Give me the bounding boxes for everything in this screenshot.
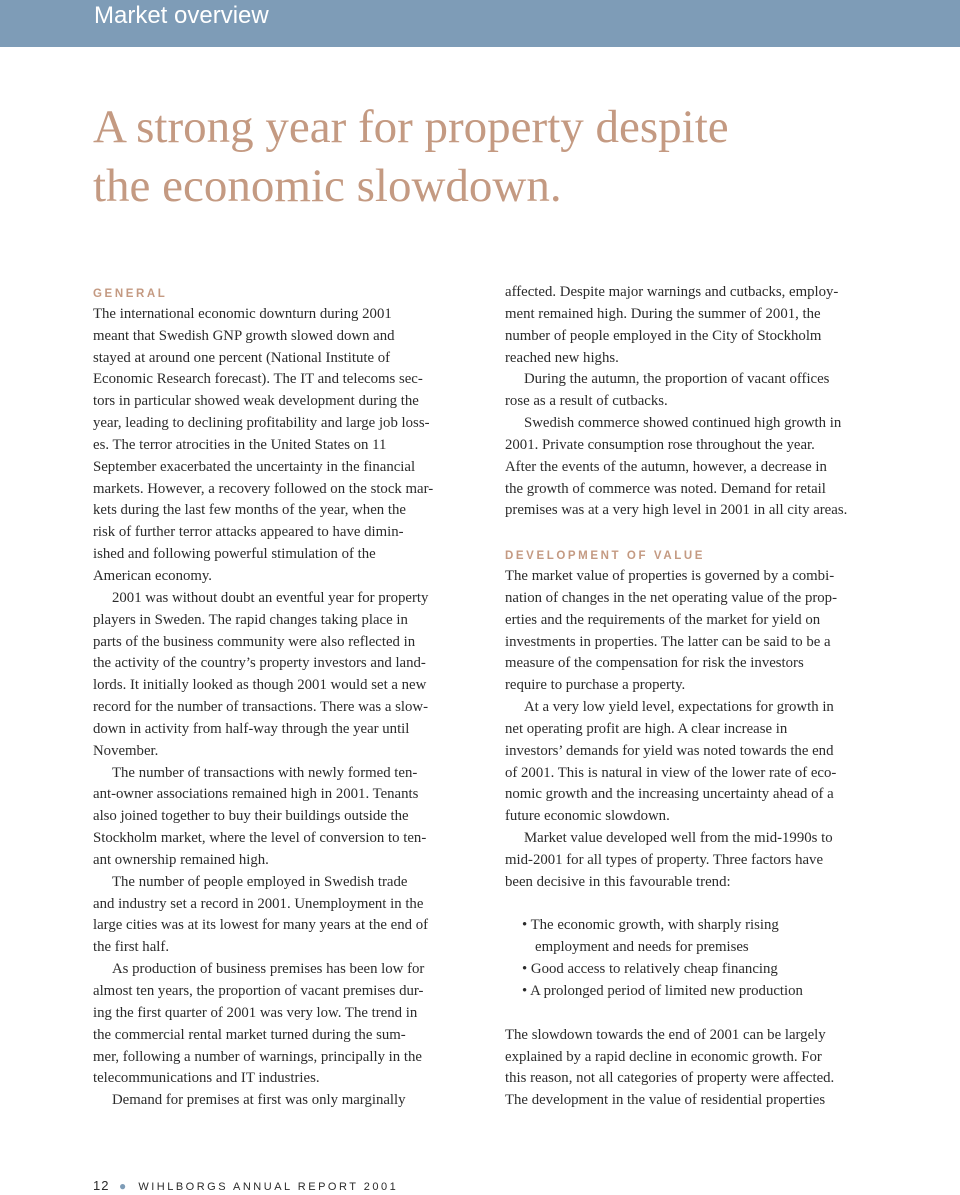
paragraph-line: this reason, not all categories of property were affected. — [505, 1070, 835, 1087]
paragraph-line: down in activity from half-way through the year until — [93, 720, 410, 737]
paragraph-line: risk of further terror attacks appeared to have dimin- — [93, 524, 404, 541]
paragraph-line: Market value developed well from the mid-1990s to — [524, 830, 833, 847]
paragraph-line: ished and following powerful stimulation of the — [93, 546, 376, 563]
paragraph-line: ant ownership remained high. — [93, 851, 269, 868]
paragraph-line: record for the number of transactions. There was a slow- — [93, 699, 429, 716]
paragraph-line: meant that Swedish GNP growth slowed down and — [93, 327, 395, 344]
report-title: WIHLBORGS ANNUAL REPORT 2001 — [138, 1181, 399, 1193]
paragraph-line: erties and the requirements of the market for yield on — [505, 611, 821, 628]
bullet-item: • Good access to relatively cheap financing — [522, 961, 778, 978]
paragraph-line: During the autumn, the proportion of vacant offices — [524, 371, 830, 388]
paragraph-line: the commercial rental market turned during the sum- — [93, 1026, 406, 1043]
paragraph-line: number of people employed in the City of Stockholm — [505, 327, 822, 344]
section-title: Market overview — [94, 2, 269, 29]
paragraph-line: parts of the business community were also reflected in — [93, 633, 416, 650]
paragraph-line: es. The terror atrocities in the United States on 11 — [93, 436, 387, 453]
paragraph-line: future economic slowdown. — [505, 808, 670, 825]
left-column — [93, 282, 458, 1112]
paragraph-line: nomic growth and the increasing uncertainty ahead of a — [505, 786, 834, 803]
paragraph-line: the first half. — [93, 939, 170, 956]
paragraph-line: rose as a result of cutbacks. — [505, 393, 668, 410]
headline — [93, 98, 893, 216]
paragraph-line: The international economic downturn during 2001 — [93, 305, 392, 322]
paragraph-line: The market value of properties is governed by a combi- — [505, 567, 835, 584]
paragraph-gap — [505, 1003, 870, 1025]
paragraph-line: At a very low yield level, expectations for growth in — [524, 699, 834, 716]
right-column — [505, 282, 870, 1112]
paragraph-line: and industry set a record in 2001. Unemployment in the — [93, 895, 424, 912]
paragraph-line: As production of business premises has been low for — [112, 961, 425, 978]
paragraph-line: been decisive in this favourable trend: — [505, 873, 731, 890]
paragraph-line: The slowdown towards the end of 2001 can be largely — [505, 1026, 826, 1043]
paragraph-line: require to purchase a property. — [505, 677, 686, 694]
bullet-dot-icon: ● — [119, 1179, 129, 1193]
paragraph-line: Economic Research forecast). The IT and telecoms sec- — [93, 371, 423, 388]
paragraph-line: nation of changes in the net operating value of the prop- — [505, 589, 837, 606]
paragraph-line: The development in the value of residential properties — [505, 1092, 826, 1109]
paragraph-line: reached new highs. — [505, 349, 619, 366]
headline-line: the economic slowdown. — [93, 160, 562, 212]
bullet-item-continuation: employment and needs for premises — [535, 939, 749, 956]
paragraph-line: telecommunications and IT industries. — [93, 1070, 320, 1087]
paragraph-line: kets during the last few months of the year, when the — [93, 502, 406, 519]
paragraph-line: The number of transactions with newly formed ten- — [112, 764, 418, 781]
paragraph-line: stayed at around one percent (National Institute of — [93, 349, 391, 366]
paragraph-line: Demand for premises at first was only marginally — [112, 1092, 406, 1109]
paragraph-line: the growth of commerce was noted. Demand for retail — [505, 480, 826, 497]
paragraph-line: lords. It initially looked as though 2001 would set a new — [93, 677, 427, 694]
paragraph-line: net operating profit are high. A clear increase in — [505, 720, 788, 737]
paragraph-line: American economy. — [93, 567, 213, 584]
header-band — [0, 0, 960, 47]
paragraph-line: mid-2001 for all types of property. Three factors have — [505, 851, 824, 868]
paragraph-gap — [505, 522, 870, 544]
paragraph-line: explained by a rapid decline in economic growth. For — [505, 1048, 822, 1065]
paragraph-line: investments in properties. The latter can be said to be a — [505, 633, 831, 650]
paragraph-line: ant-owner associations remained high in 2001. Tenants — [93, 786, 419, 803]
paragraph-line: markets. However, a recovery followed on the stock mar- — [93, 480, 434, 497]
paragraph-line: Stockholm market, where the level of conversion to ten- — [93, 830, 427, 847]
paragraph-gap — [505, 894, 870, 916]
paragraph-line: affected. Despite major warnings and cutbacks, employ- — [505, 284, 839, 300]
paragraph-line: November. — [93, 742, 159, 759]
section-subhead: DEVELOPMENT OF VALUE — [505, 550, 706, 563]
paragraph-line: year, leading to declining profitability and large job loss- — [93, 415, 430, 432]
paragraph-line: 2001 was without doubt an eventful year for property — [112, 589, 429, 606]
bullet-item: • A prolonged period of limited new production — [522, 983, 803, 999]
paragraph-line: After the events of the autumn, however, a decrease in — [505, 458, 827, 475]
paragraph-line: tors in particular showed weak development during the — [93, 393, 419, 410]
paragraph-line: 2001. Private consumption rose throughout the year. — [505, 436, 815, 453]
paragraph-line: large cities was at its lowest for many years at the end of — [93, 917, 429, 934]
paragraph-line: ment remained high. During the summer of 2001, the — [505, 305, 821, 322]
paragraph-line: of 2001. This is natural in view of the lower rate of eco- — [505, 764, 837, 781]
paragraph-line: The number of people employed in Swedish trade — [112, 873, 408, 890]
paragraph-line: players in Sweden. The rapid changes taking place in — [93, 611, 408, 628]
paragraph-line: also joined together to buy their buildings outside the — [93, 808, 409, 825]
paragraph-line: mer, following a number of warnings, principally in the — [93, 1048, 422, 1065]
paragraph-line: ing the first quarter of 2001 was very low. The trend in — [93, 1004, 418, 1021]
page-number: 12 — [93, 1178, 110, 1193]
paragraph-line: Swedish commerce showed continued high growth in — [524, 415, 842, 432]
section-subhead: GENERAL — [93, 288, 168, 300]
paragraph-line: almost ten years, the proportion of vacant premises dur- — [93, 983, 424, 999]
paragraph-line: measure of the compensation for risk the investors — [505, 655, 804, 672]
bullet-item: • The economic growth, with sharply rising — [522, 917, 779, 934]
headline-line: A strong year for property despite — [93, 101, 729, 153]
paragraph-line: investors’ demands for yield was noted towards the end — [505, 742, 834, 759]
footer — [93, 1178, 398, 1195]
paragraph-line: September exacerbated the uncertainty in the financial — [93, 458, 416, 475]
paragraph-line: the activity of the country’s property investors and land- — [93, 655, 426, 672]
paragraph-line: premises was at a very high level in 2001 in all city areas. — [505, 502, 848, 519]
